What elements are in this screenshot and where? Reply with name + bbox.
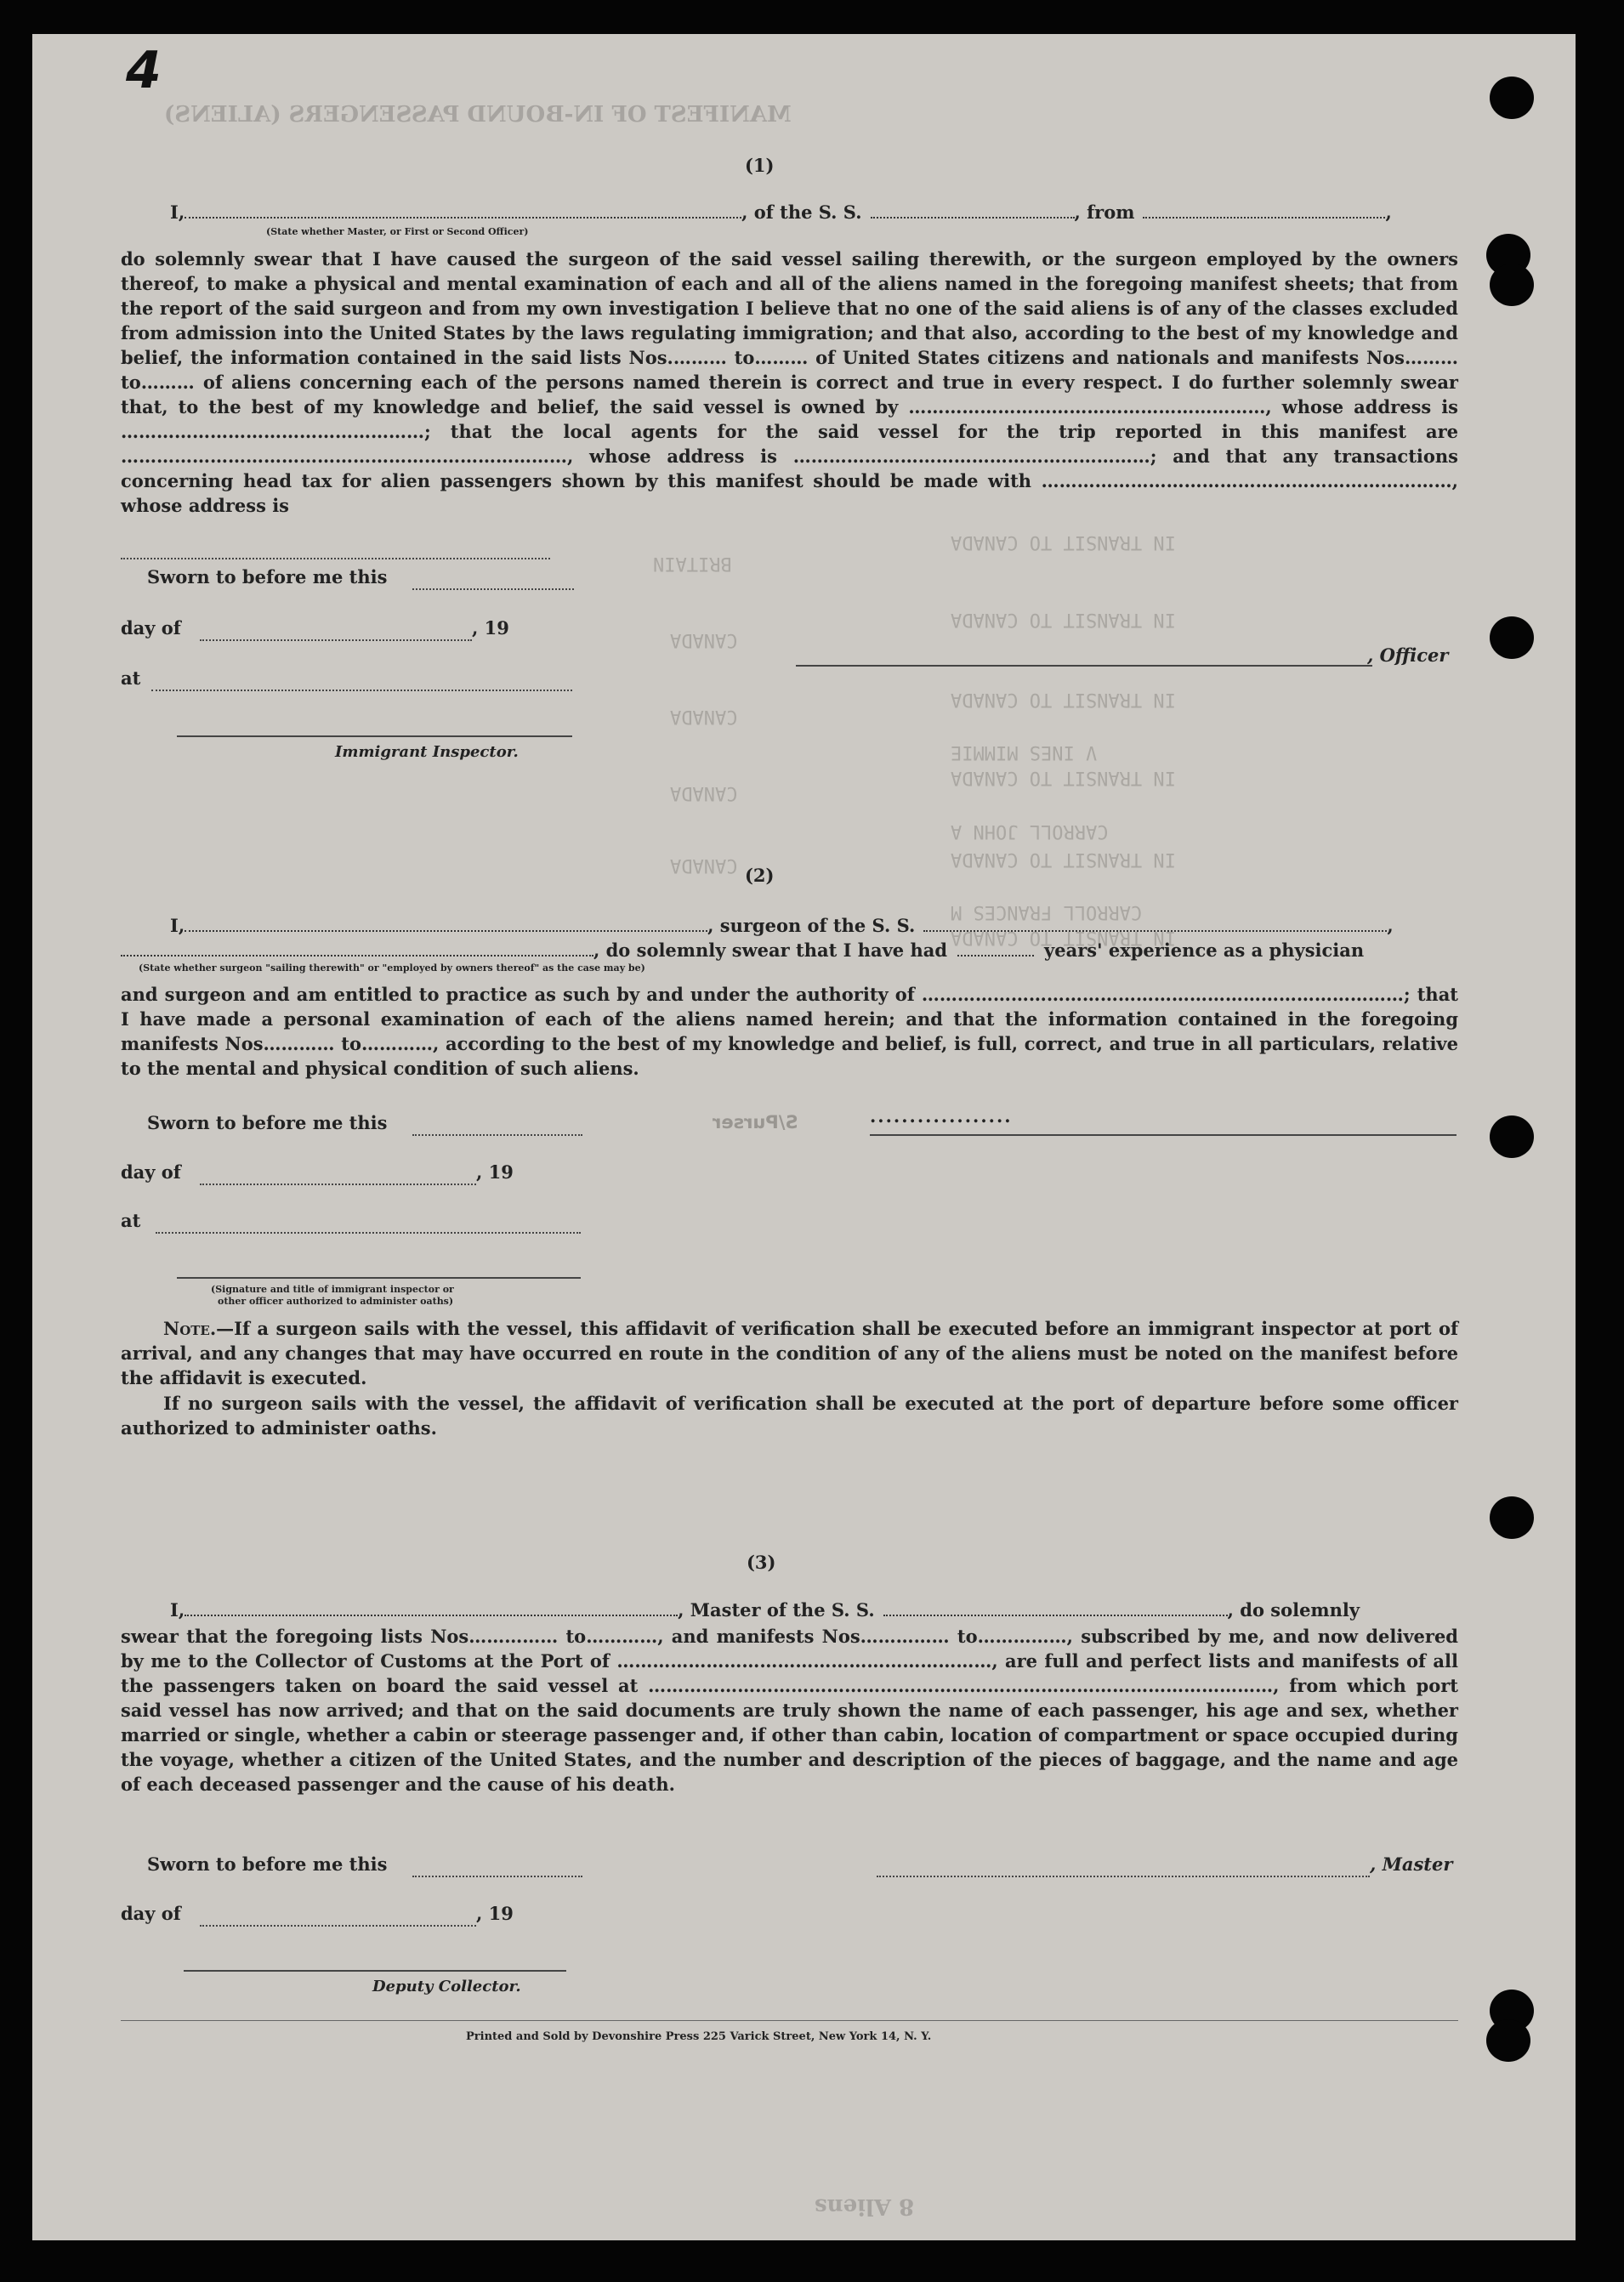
field-note: (State whether Master, or First or Second Officer) (266, 226, 529, 237)
signature-note: other officer authorized to administer oaths) (218, 1296, 454, 1307)
ghost-line: CARROLL FRANCES M (951, 901, 1143, 922)
bleed-bottom: 8 Aliens (815, 2194, 915, 2219)
affidavit-line: I, , surgeon of the S. S. , (170, 915, 1394, 936)
ghost-line: IN TRANSIT TO CANADA (951, 531, 1176, 553)
ghost-line: IN TRANSIT TO CANADA (951, 609, 1176, 630)
ghost-line: IN TRANSIT TO CANADA (951, 927, 1176, 948)
inspector-label: Immigrant Inspector. (335, 743, 519, 761)
punch-hole (1490, 1115, 1534, 1158)
sworn-label: Sworn to before me this (147, 566, 388, 588)
at-label: at (121, 667, 141, 689)
sworn-label: Sworn to before me this (147, 1853, 388, 1875)
punch-hole (1490, 1496, 1534, 1539)
punch-hole (1490, 264, 1534, 306)
ghost-line: CANADA (670, 782, 738, 803)
ghost-line: CARROLL JOHN A (951, 820, 1109, 842)
master-label: , Master (1370, 1853, 1453, 1875)
signature-dots: .................. (870, 1105, 1013, 1127)
affidavit-line: I, , of the S. S. , from , (170, 202, 1392, 223)
punch-hole (1490, 616, 1534, 659)
section-number: (1) (745, 155, 775, 176)
field-note: (State whether surgeon "sailing therewith" or "employed by owners thereof" as the case may be) (139, 962, 645, 974)
day-of-label: day of (121, 1903, 181, 1924)
punch-hole (1486, 2019, 1530, 2062)
signature-note: (Signature and title of immigrant inspector or (211, 1284, 454, 1295)
affidavit-paragraph: do solemnly swear that I have caused the surgeon of the said vessel sailing therewith, or the surgeon employed by the owners thereof, to make a physical and mental examination of each and all of the aliens named in the foregoing manifest sheets; that from the report of the said surgeon and from my own investigation I believe that no one of the said aliens is of any of the classes excluded from admission into the United States by the laws regulating immigration; and that also, according to the best of my knowledge and belief, the information contained in the said lists Nos.……… to……… of United States citizens and nationals and manifests Nos……… to……… of aliens concerning each of the persons named therein is correct and true in every respect. I do further solemnly swear that, to the best of my knowledge and belief, the said vessel is owned by ……………………………………………………, whose address is ……………………………………………; that the local agents for the said vessel for the trip reported in this manifest are …………………………………………………………………, whose address is ……………………………………………………; and that any transactions concerning head tax for alien passengers shown by this manifest should be made with ……………………………………………………………, whose address is (121, 248, 1458, 516)
at-label: at (121, 1210, 141, 1231)
punch-hole (1490, 77, 1534, 119)
section-number: (2) (745, 865, 775, 886)
section-number: (3) (747, 1552, 776, 1573)
purser-signature: S/Purser (713, 1112, 798, 1132)
note-paragraph: If no surgeon sails with the vessel, the affidavit of verification shall be executed at the port of departure before some officer authorized to administer oaths. (121, 1393, 1458, 1439)
ghost-line: CANADA (670, 629, 738, 650)
ghost-line: CANADA (670, 706, 738, 727)
sworn-label: Sworn to before me this (147, 1112, 388, 1133)
printer-footer: Printed and Sold by Devonshire Press 225 Varick Street, New York 14, N. Y. (466, 2030, 932, 2043)
ghost-line: CANADA (670, 854, 738, 876)
ghost-line: IN TRANSIT TO CANADA (951, 767, 1176, 788)
margin-mark: 4 (126, 41, 162, 100)
year-label: , 19 (476, 1903, 514, 1924)
ghost-line: IN TRANSIT TO CANADA (951, 849, 1176, 870)
affidavit-paragraph: swear that the foregoing lists Nos…………… to…………, and manifests Nos…………… to……………, subscribed by me, and now delivered by me to the Collector of Customs at the Port of ………………………………………………………, are full and perfect lists and manifests of all the passengers taken on board the said vessel at ……………………………………………………………………………………………, from which port said vessel has now arrived; and that on the said documents are truly shown the name of each passenger, his age and sex, whether married or single, whether a cabin or steerage passenger and, if other than cabin, location of compartment or space occupied during the voyage, whether a citizen of the United States, and the number and description of the pieces of baggage, and the name and age of each deceased passenger and the cause of his death. (121, 1626, 1458, 1795)
officer-label: , Officer (1367, 644, 1449, 666)
day-of-label: day of (121, 1161, 181, 1183)
ghost-line: IN TRANSIT TO CANADA (951, 689, 1176, 710)
year-label: , 19 (472, 617, 509, 639)
document-page (32, 34, 1576, 2240)
bleed-manifest-title: MANIFEST OF IN-BOUND PASSENGERS (ALIENS) (164, 102, 792, 128)
affidavit-line: , do solemnly swear that I have had years' experience as a physician (121, 939, 1364, 961)
collector-label: Deputy Collector. (372, 1978, 521, 1995)
ghost-line: V INES MIMMIE (951, 741, 1098, 763)
note-paragraph: Note.—If a surgeon sails with the vessel, this affidavit of verification shall be executed before an immigrant inspector at port of arrival, and any changes that may have occurred en route in the condition of any of the aliens must be noted on the manifest before the affidavit is executed. (121, 1318, 1458, 1388)
year-label: , 19 (476, 1161, 514, 1183)
affidavit-paragraph: and surgeon and am entitled to practice as such by and under the authority of ………………………………………………………………………; that I have made a personal examination of each of the aliens named herein; and that the information contained in the foregoing manifests Nos………… to…………, according to the best of my knowledge and belief, is full, correct, and true in all particulars, relative to the mental and physical condition of such aliens. (121, 984, 1458, 1079)
ghost-line: BRITAIN (653, 553, 732, 574)
day-of-label: day of (121, 617, 181, 639)
affidavit-line: I, , Master of the S. S. , do solemnly (170, 1599, 1360, 1621)
